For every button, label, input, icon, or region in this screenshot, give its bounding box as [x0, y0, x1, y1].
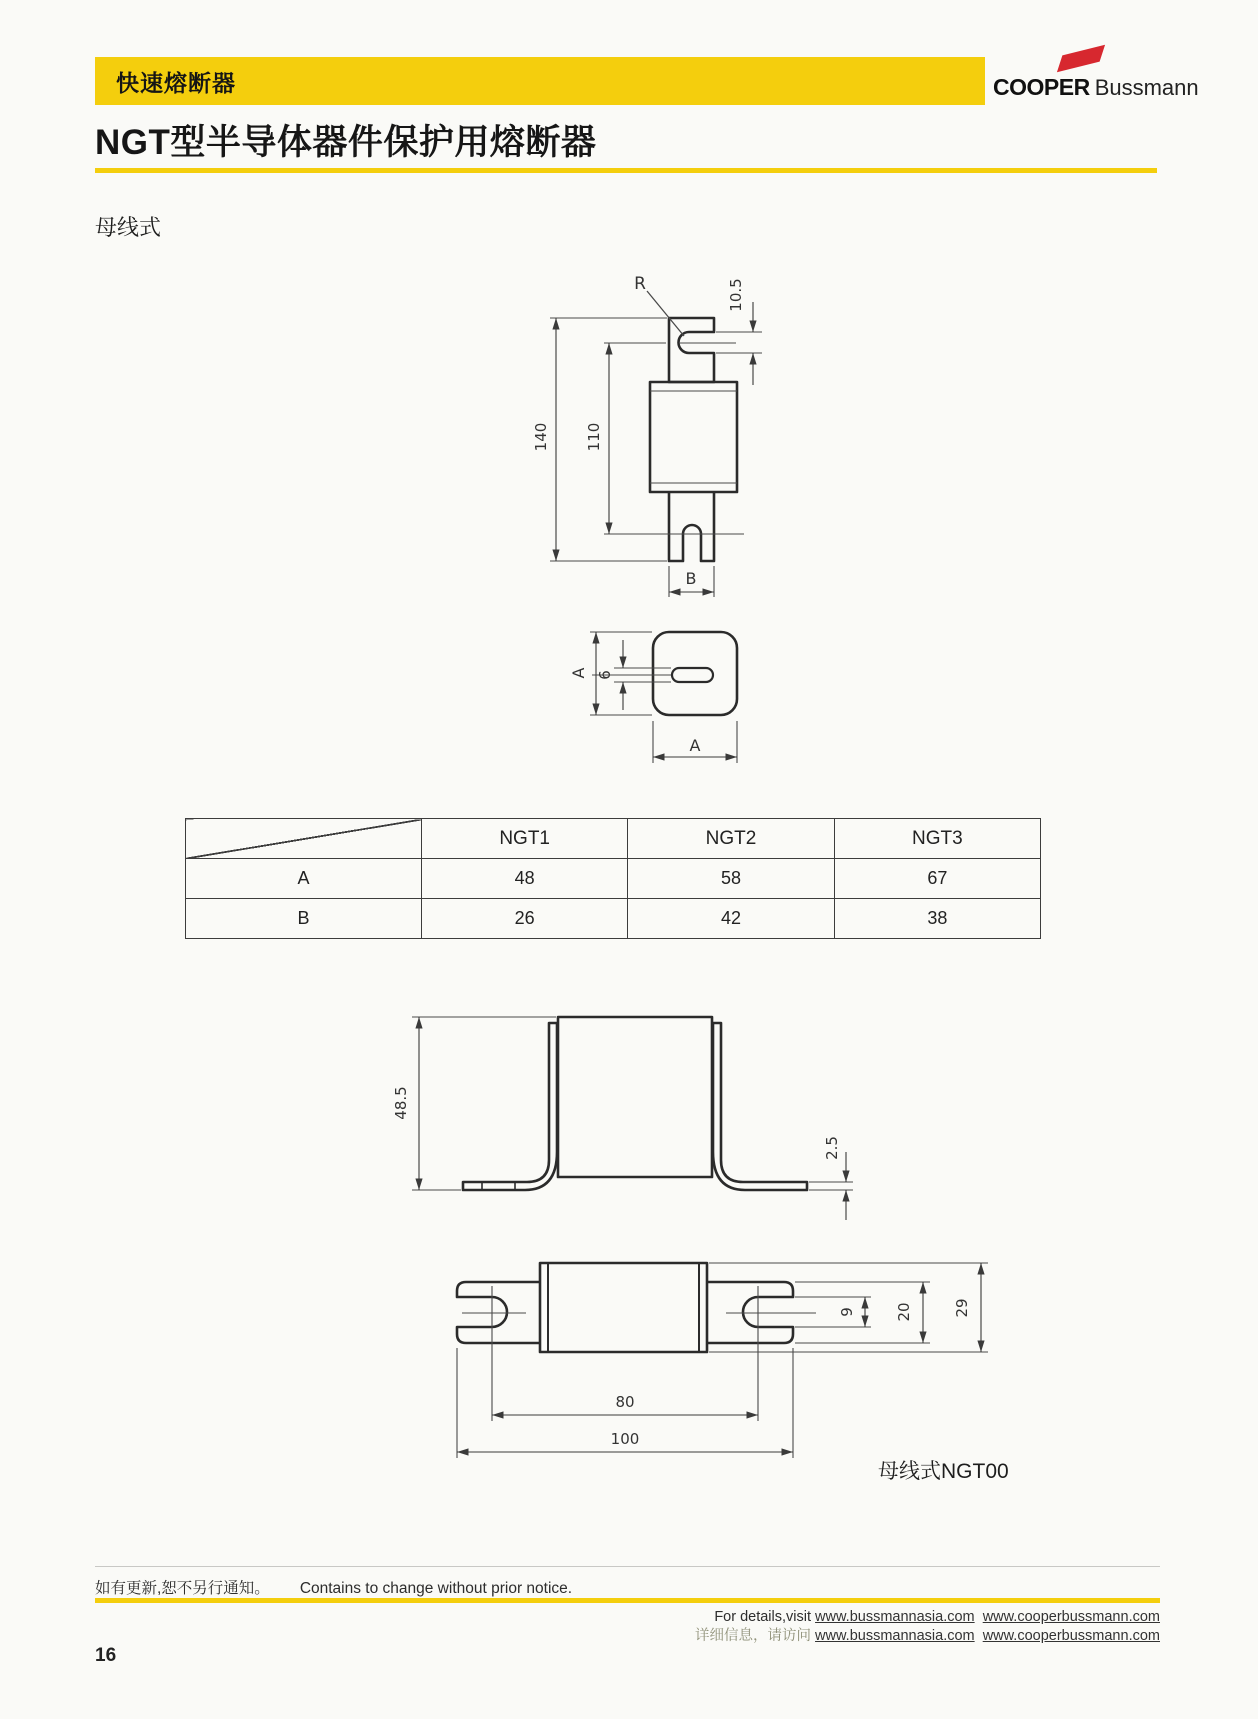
front-bottom-blade	[669, 492, 714, 561]
bracket-body	[558, 1017, 712, 1177]
details-prefix-en: For details,visit	[714, 1609, 812, 1625]
footer-hairline	[95, 1566, 1160, 1567]
table-diagonal-cell	[186, 819, 422, 859]
link-cooperbussmann[interactable]: www.cooperbussmann.com	[982, 1609, 1160, 1625]
drawing-caption: 母线式NGT00	[878, 1460, 1009, 1483]
dim-a-vertical-label: A	[569, 667, 588, 679]
dim-plan-blade-label: 20	[895, 1302, 913, 1322]
cell-a-ngt3: 67	[834, 859, 1040, 899]
dim-foot-thickness-label: 2.5	[823, 1136, 841, 1160]
footer-note	[95, 1576, 572, 1598]
link-bussmannasia-cn[interactable]: www.bussmannasia.com	[815, 1628, 975, 1644]
footer-note-en: Contains to change without prior notice.	[299, 1580, 573, 1597]
dim-blade-width-label: B	[685, 569, 697, 588]
title-underline	[95, 168, 1157, 173]
category-label: 快速熔断器	[116, 69, 236, 96]
plan-body	[540, 1263, 707, 1352]
dim-slot-width-label: 6	[596, 670, 614, 680]
dim-a-horizontal-label: A	[689, 736, 701, 755]
plan-right-blade	[707, 1282, 793, 1343]
dim-overall-length-label: 140	[532, 422, 550, 452]
dim-overall-label: 100	[610, 1430, 640, 1448]
col-header-ngt2: NGT2	[628, 819, 834, 859]
dim-slot-height-label: 10.5	[727, 278, 745, 312]
front-top-blade	[669, 318, 714, 382]
bracket-left-foot	[463, 1023, 557, 1190]
dim-center-distance-label: 110	[585, 422, 603, 452]
footer-links-line-cn	[695, 1627, 1160, 1646]
table-header-row	[186, 819, 1041, 859]
link-cooperbussmann-cn[interactable]: www.cooperbussmann.com	[982, 1628, 1160, 1644]
plan-view-drawing	[457, 1263, 988, 1458]
footer-note-cn: 如有更新,恕不另行通知。	[95, 1580, 270, 1597]
table-row-b	[186, 899, 1041, 939]
footer-yellow-rule	[95, 1598, 1160, 1603]
front-view-drawing	[532, 274, 762, 597]
radius-leader-line	[647, 291, 684, 336]
page-number: 16	[95, 1645, 117, 1666]
category-bar	[95, 57, 985, 105]
dim-radius-label: R	[634, 274, 646, 294]
details-prefix-cn: 详细信息，请访问	[695, 1628, 812, 1644]
table-row-a	[186, 859, 1041, 899]
row-label-a: A	[186, 859, 422, 899]
cell-a-ngt1: 48	[422, 859, 628, 899]
link-bussmannasia[interactable]: www.bussmannasia.com	[815, 1609, 975, 1625]
dimensions-table	[185, 818, 1041, 939]
logo-bussmann-text: Bussmann	[1094, 75, 1199, 100]
front-body	[650, 382, 737, 492]
cooper-bussmann-logo	[993, 50, 1199, 104]
dim-bracket-height-label: 48.5	[392, 1086, 410, 1120]
plan-left-blade	[457, 1282, 540, 1343]
col-header-ngt1: NGT1	[422, 819, 628, 859]
dim-plan-slot-label: 9	[838, 1307, 856, 1317]
footer-links	[695, 1608, 1160, 1646]
cell-b-ngt2: 42	[628, 899, 834, 939]
footer-links-line-en	[695, 1608, 1160, 1627]
bracket-right-foot	[713, 1023, 807, 1190]
top-view-drawing	[569, 632, 737, 763]
cell-b-ngt3: 38	[834, 899, 1040, 939]
top-view-slot	[672, 668, 713, 682]
dim-hole-centers-label: 80	[615, 1393, 635, 1411]
cooper-flag-icon	[1057, 45, 1105, 72]
logo-cooper-text: COOPER	[993, 74, 1090, 100]
top-view-body	[653, 632, 737, 715]
section-label: 母线式	[95, 215, 162, 240]
bracket-view-drawing	[392, 1017, 853, 1220]
cell-b-ngt1: 26	[422, 899, 628, 939]
col-header-ngt3: NGT3	[834, 819, 1040, 859]
cell-a-ngt2: 58	[628, 859, 834, 899]
row-label-b: B	[186, 899, 422, 939]
page-title: NGT型半导体器件保护用熔断器	[95, 123, 597, 162]
dim-plan-body-label: 29	[953, 1298, 971, 1318]
